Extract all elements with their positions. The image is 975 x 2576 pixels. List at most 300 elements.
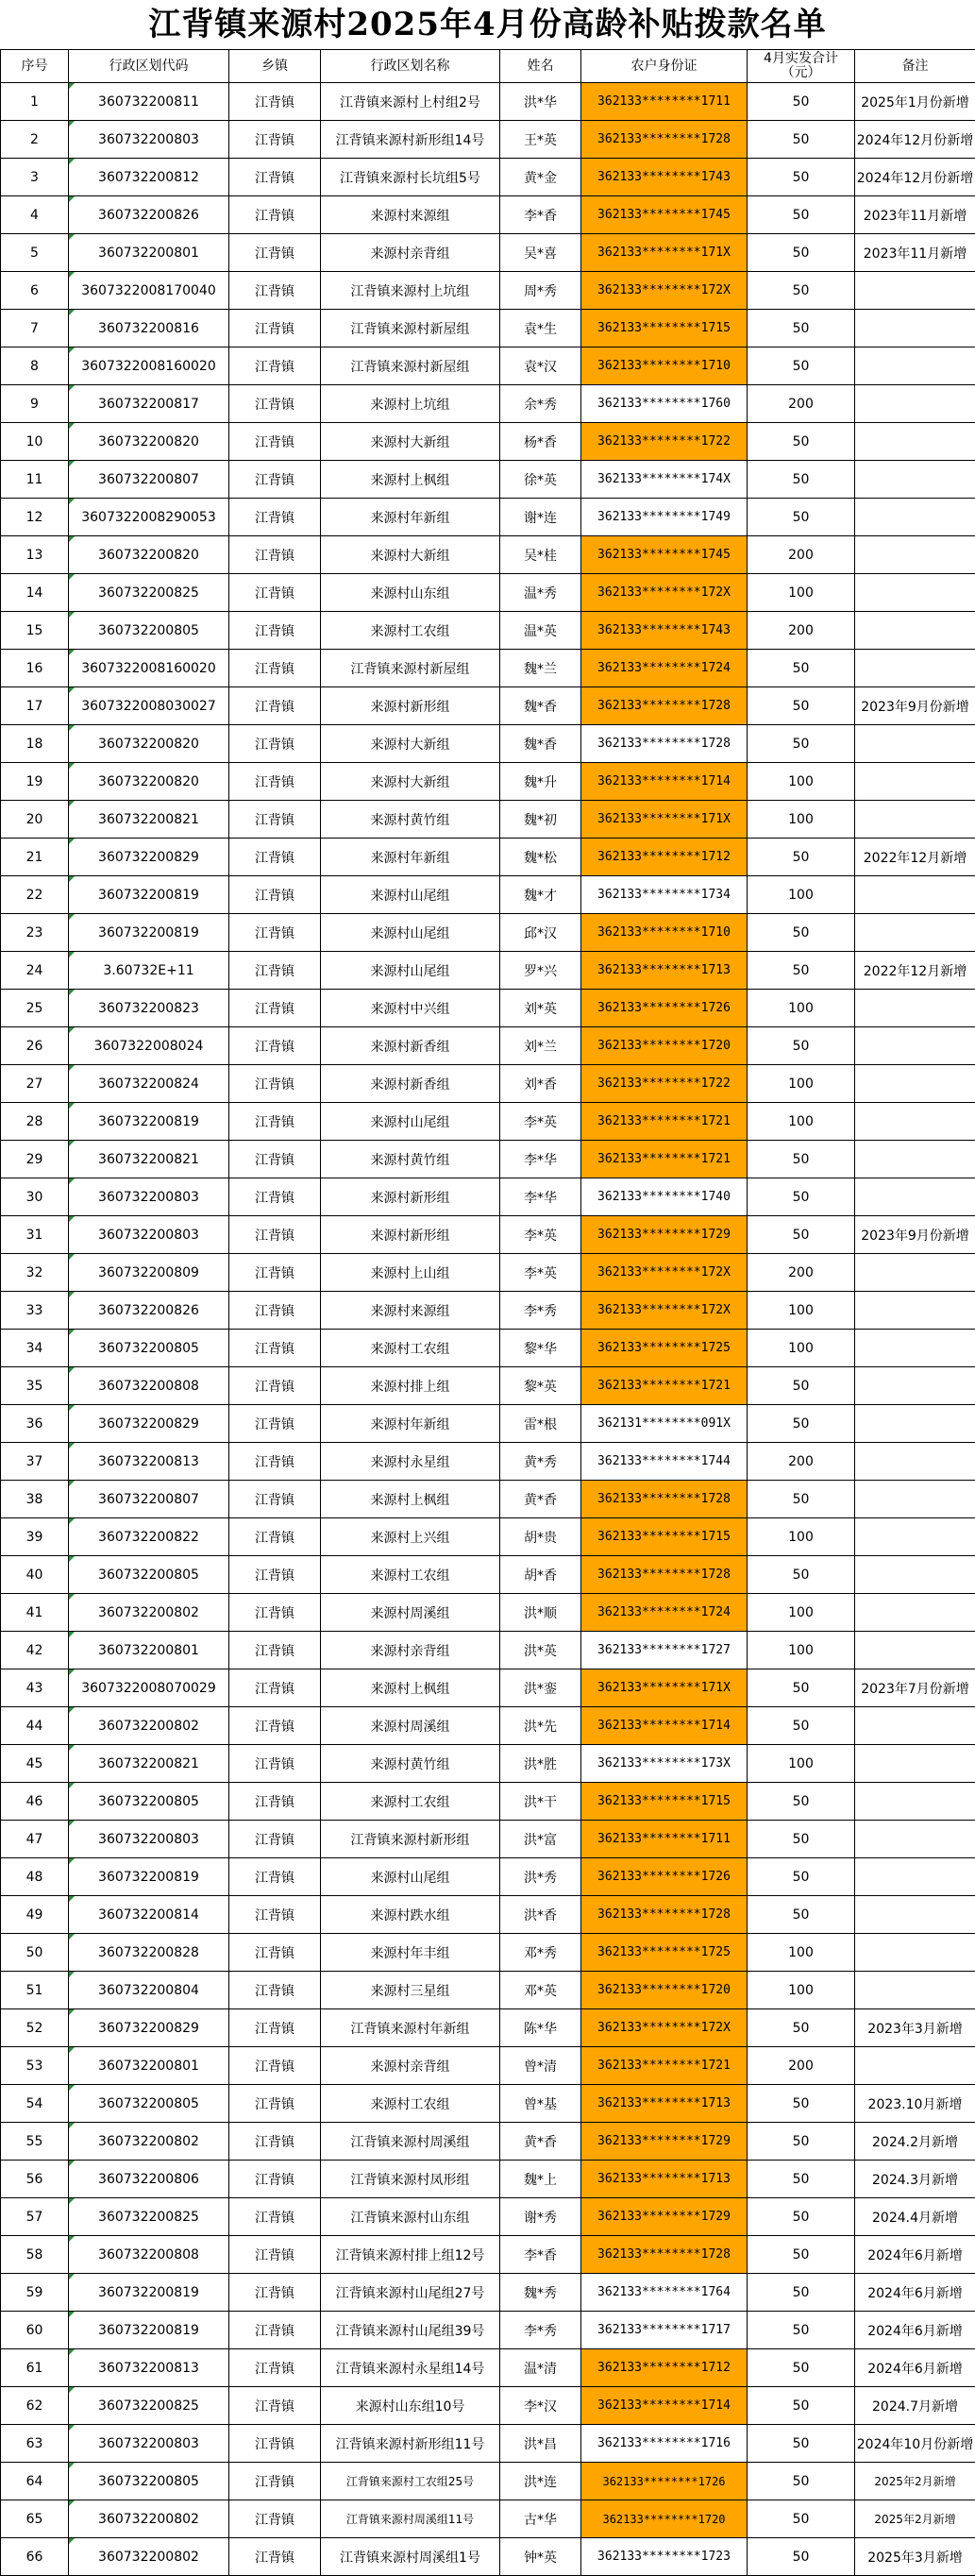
cell-id: 362133********1722 (581, 1065, 748, 1103)
table-row (1, 1972, 975, 2009)
cell-amount: 50 (748, 2085, 855, 2123)
cell-area: 来源村亲背组 (321, 1632, 500, 1669)
cell-area: 江背镇来源村年新组 (321, 2009, 500, 2047)
table-row (1, 234, 975, 272)
cell-area: 江背镇来源村周溪组11号 (321, 2500, 500, 2538)
cell-code: 360732200821 (69, 1141, 229, 1178)
cell-id: 362133********1734 (581, 876, 748, 914)
cell-no: 26 (1, 1027, 69, 1065)
cell-amount: 50 (748, 461, 855, 499)
cell-name: 雷*根 (500, 1405, 581, 1443)
cell-area: 来源村年新组 (321, 1405, 500, 1443)
cell-amount: 50 (748, 1821, 855, 1858)
table-row (1, 1405, 975, 1443)
cell-name: 杨*香 (500, 423, 581, 461)
cell-note: 2023年11月新增 (855, 234, 975, 272)
table-row (1, 2123, 975, 2161)
cell-name: 魏*松 (500, 839, 581, 876)
cell-no: 4 (1, 196, 69, 234)
cell-no: 27 (1, 1065, 69, 1103)
cell-name: 邓*英 (500, 1972, 581, 2009)
cell-id: 362133********172X (581, 574, 748, 612)
cell-name: 袁*生 (500, 310, 581, 347)
table-row (1, 499, 975, 536)
cell-amount: 50 (748, 1556, 855, 1594)
cell-id: 362133********1721 (581, 2047, 748, 2085)
header-no: 序号 (1, 50, 69, 83)
cell-town: 江背镇 (229, 423, 321, 461)
cell-name: 魏*兰 (500, 650, 581, 687)
cell-no: 45 (1, 1745, 69, 1783)
cell-amount: 50 (748, 2349, 855, 2387)
table-row (1, 612, 975, 650)
cell-note (855, 1972, 975, 2009)
cell-note (855, 536, 975, 574)
cell-town: 江背镇 (229, 839, 321, 876)
cell-no: 8 (1, 347, 69, 385)
cell-town: 江背镇 (229, 2538, 321, 2576)
cell-note: 2025年2月新增 (855, 2463, 975, 2500)
table-row (1, 687, 975, 725)
cell-amount: 50 (748, 2236, 855, 2274)
cell-amount: 200 (748, 1443, 855, 1481)
cell-id: 362133********1712 (581, 839, 748, 876)
cell-code: 3.60732E+11 (69, 952, 229, 990)
cell-area: 来源村三星组 (321, 1972, 500, 2009)
cell-name: 曾*清 (500, 2047, 581, 2085)
cell-code: 360732200808 (69, 1367, 229, 1405)
table-row (1, 876, 975, 914)
cell-id: 362133********1726 (581, 990, 748, 1027)
cell-id: 362133********1726 (581, 1858, 748, 1896)
cell-town: 江背镇 (229, 2463, 321, 2500)
cell-town: 江背镇 (229, 914, 321, 952)
cell-code: 360732200829 (69, 1405, 229, 1443)
cell-id: 362133********1728 (581, 1481, 748, 1518)
cell-amount: 50 (748, 234, 855, 272)
cell-town: 江背镇 (229, 121, 321, 159)
cell-town: 江背镇 (229, 1934, 321, 1972)
cell-id: 362133********1715 (581, 1783, 748, 1821)
cell-note (855, 1821, 975, 1858)
cell-town: 江背镇 (229, 1405, 321, 1443)
table-row (1, 1594, 975, 1632)
cell-name: 洪*昌 (500, 2425, 581, 2463)
cell-no: 58 (1, 2236, 69, 2274)
cell-note (855, 914, 975, 952)
cell-area: 江背镇来源村周溪组 (321, 2123, 500, 2161)
cell-code: 360732200805 (69, 1330, 229, 1367)
cell-area: 江背镇来源村工农组25号 (321, 2463, 500, 2500)
cell-name: 洪*干 (500, 1783, 581, 1821)
cell-no: 37 (1, 1443, 69, 1481)
table-row (1, 1254, 975, 1292)
cell-name: 王*英 (500, 121, 581, 159)
table-row (1, 1178, 975, 1216)
cell-amount: 100 (748, 1292, 855, 1330)
cell-area: 江背镇来源村上坑组 (321, 272, 500, 310)
cell-name: 洪*香 (500, 1896, 581, 1934)
cell-name: 谢*秀 (500, 2198, 581, 2236)
cell-code: 360732200829 (69, 2009, 229, 2047)
cell-town: 江背镇 (229, 2198, 321, 2236)
cell-town: 江背镇 (229, 876, 321, 914)
cell-amount: 100 (748, 763, 855, 801)
cell-no: 28 (1, 1103, 69, 1141)
cell-area: 江背镇来源村山东组 (321, 2198, 500, 2236)
cell-name: 魏*上 (500, 2161, 581, 2198)
cell-town: 江背镇 (229, 2236, 321, 2274)
cell-area: 江背镇来源村周溪组1号 (321, 2538, 500, 2576)
table-row (1, 385, 975, 423)
cell-no: 59 (1, 2274, 69, 2312)
cell-no: 41 (1, 1594, 69, 1632)
cell-id: 362133********1715 (581, 310, 748, 347)
table-row (1, 1481, 975, 1518)
cell-note (855, 1783, 975, 1821)
cell-town: 江背镇 (229, 2161, 321, 2198)
cell-amount: 50 (748, 2161, 855, 2198)
cell-area: 来源村上山组 (321, 1254, 500, 1292)
cell-id: 362133********171X (581, 1669, 748, 1707)
cell-no: 34 (1, 1330, 69, 1367)
header-amount: 4月实发合计（元） (748, 50, 855, 83)
cell-no: 7 (1, 310, 69, 347)
cell-note (855, 1481, 975, 1518)
cell-code: 360732200805 (69, 2463, 229, 2500)
cell-note: 2022年12月新增 (855, 839, 975, 876)
cell-code: 360732200826 (69, 1292, 229, 1330)
cell-name: 胡*贵 (500, 1518, 581, 1556)
cell-id: 362133********1714 (581, 1707, 748, 1745)
cell-name: 黄*香 (500, 1481, 581, 1518)
cell-name: 洪*秀 (500, 1858, 581, 1896)
cell-id: 362133********1743 (581, 159, 748, 196)
cell-id: 362133********1743 (581, 612, 748, 650)
cell-name: 黄*秀 (500, 1443, 581, 1481)
cell-no: 12 (1, 499, 69, 536)
cell-code: 360732200801 (69, 1632, 229, 1669)
table-row (1, 2425, 975, 2463)
cell-note: 2024.4月新增 (855, 2198, 975, 2236)
cell-amount: 100 (748, 1934, 855, 1972)
cell-id: 362133********1714 (581, 2387, 748, 2425)
cell-town: 江背镇 (229, 536, 321, 574)
cell-note: 2025年2月新增 (855, 2500, 975, 2538)
cell-no: 9 (1, 385, 69, 423)
cell-code: 360732200801 (69, 234, 229, 272)
cell-name: 李*秀 (500, 2312, 581, 2349)
table-header-row (1, 50, 975, 83)
cell-amount: 50 (748, 2274, 855, 2312)
cell-name: 胡*香 (500, 1556, 581, 1594)
cell-code: 3607322008070029 (69, 1669, 229, 1707)
cell-town: 江背镇 (229, 1367, 321, 1405)
cell-amount: 100 (748, 1745, 855, 1783)
cell-town: 江背镇 (229, 1330, 321, 1367)
table-row (1, 1821, 975, 1858)
table-row (1, 2047, 975, 2085)
cell-name: 魏*香 (500, 725, 581, 763)
cell-town: 江背镇 (229, 461, 321, 499)
cell-id: 362133********1749 (581, 499, 748, 536)
cell-code: 360732200826 (69, 196, 229, 234)
cell-note (855, 1027, 975, 1065)
table-row (1, 2085, 975, 2123)
table-row (1, 1896, 975, 1934)
cell-amount: 100 (748, 1632, 855, 1669)
table-row (1, 2349, 975, 2387)
cell-town: 江背镇 (229, 2312, 321, 2349)
cell-area: 来源村上枫组 (321, 461, 500, 499)
cell-name: 洪*胜 (500, 1745, 581, 1783)
cell-id: 362133********1744 (581, 1443, 748, 1481)
cell-id: 362133********1724 (581, 1594, 748, 1632)
cell-no: 63 (1, 2425, 69, 2463)
cell-name: 温*英 (500, 612, 581, 650)
cell-town: 江背镇 (229, 1745, 321, 1783)
cell-code: 360732200801 (69, 2047, 229, 2085)
cell-code: 360732200824 (69, 1065, 229, 1103)
cell-code: 360732200823 (69, 990, 229, 1027)
cell-name: 李*汉 (500, 2387, 581, 2425)
cell-note: 2024年6月新增 (855, 2236, 975, 2274)
cell-note: 2024年6月新增 (855, 2274, 975, 2312)
cell-id: 362133********173X (581, 1745, 748, 1783)
cell-name: 李*香 (500, 196, 581, 234)
cell-id: 362133********1710 (581, 914, 748, 952)
table-row (1, 1443, 975, 1481)
cell-id: 362133********172X (581, 272, 748, 310)
cell-code: 360732200819 (69, 2312, 229, 2349)
cell-code: 360732200819 (69, 1858, 229, 1896)
cell-code: 360732200803 (69, 1216, 229, 1254)
table-row (1, 2500, 975, 2538)
cell-amount: 50 (748, 2123, 855, 2161)
cell-area: 来源村跌水组 (321, 1896, 500, 1934)
cell-name: 余*秀 (500, 385, 581, 423)
cell-name: 李*英 (500, 1103, 581, 1141)
cell-id: 362133********1745 (581, 536, 748, 574)
cell-note: 2025年3月新增 (855, 2538, 975, 2576)
cell-code: 360732200820 (69, 725, 229, 763)
cell-amount: 100 (748, 990, 855, 1027)
cell-name: 曾*基 (500, 2085, 581, 2123)
cell-area: 来源村来源组 (321, 196, 500, 234)
cell-no: 42 (1, 1632, 69, 1669)
cell-no: 6 (1, 272, 69, 310)
cell-code: 360732200802 (69, 2123, 229, 2161)
cell-name: 洪*富 (500, 1821, 581, 1858)
cell-area: 来源村上枫组 (321, 1481, 500, 1518)
cell-amount: 50 (748, 1481, 855, 1518)
cell-note (855, 1518, 975, 1556)
header-area: 行政区划名称 (321, 50, 500, 83)
cell-id: 362133********171X (581, 234, 748, 272)
cell-area: 来源村山尾组 (321, 1103, 500, 1141)
cell-amount: 50 (748, 725, 855, 763)
cell-code: 360732200811 (69, 83, 229, 121)
cell-note (855, 1707, 975, 1745)
cell-note: 2023年11月新增 (855, 196, 975, 234)
cell-name: 谢*连 (500, 499, 581, 536)
cell-note (855, 876, 975, 914)
cell-area: 来源村新形组 (321, 1216, 500, 1254)
cell-amount: 50 (748, 2198, 855, 2236)
cell-amount: 50 (748, 121, 855, 159)
cell-note (855, 574, 975, 612)
cell-name: 洪*华 (500, 83, 581, 121)
cell-id: 362133********1728 (581, 2236, 748, 2274)
cell-id: 362133********1722 (581, 423, 748, 461)
table-row (1, 1745, 975, 1783)
cell-area: 来源村黄竹组 (321, 1745, 500, 1783)
cell-town: 江背镇 (229, 574, 321, 612)
cell-no: 65 (1, 2500, 69, 2538)
cell-code: 360732200806 (69, 2161, 229, 2198)
cell-id: 362133********1728 (581, 725, 748, 763)
cell-code: 360732200819 (69, 1103, 229, 1141)
cell-area: 来源村新香组 (321, 1027, 500, 1065)
cell-code: 360732200820 (69, 536, 229, 574)
cell-amount: 100 (748, 1065, 855, 1103)
cell-no: 2 (1, 121, 69, 159)
cell-note (855, 1556, 975, 1594)
cell-amount: 50 (748, 1178, 855, 1216)
cell-amount: 100 (748, 1518, 855, 1556)
cell-id: 362133********1713 (581, 2085, 748, 2123)
cell-name: 魏*初 (500, 801, 581, 839)
cell-no: 40 (1, 1556, 69, 1594)
cell-code: 360732200817 (69, 385, 229, 423)
table-row (1, 1934, 975, 1972)
cell-code: 3607322008030027 (69, 687, 229, 725)
cell-name: 邱*汉 (500, 914, 581, 952)
cell-no: 44 (1, 1707, 69, 1745)
cell-code: 3607322008170040 (69, 272, 229, 310)
cell-amount: 50 (748, 1707, 855, 1745)
cell-area: 江背镇来源村山尾组27号 (321, 2274, 500, 2312)
cell-no: 64 (1, 2463, 69, 2500)
cell-town: 江背镇 (229, 1065, 321, 1103)
cell-amount: 50 (748, 2538, 855, 2576)
cell-area: 来源村新香组 (321, 1065, 500, 1103)
header-town: 乡镇 (229, 50, 321, 83)
cell-note (855, 1858, 975, 1896)
cell-code: 360732200803 (69, 2425, 229, 2463)
table-row (1, 461, 975, 499)
table-row (1, 839, 975, 876)
cell-no: 60 (1, 2312, 69, 2349)
cell-code: 360732200813 (69, 1443, 229, 1481)
cell-code: 360732200803 (69, 1178, 229, 1216)
cell-code: 360732200829 (69, 839, 229, 876)
cell-note (855, 1330, 975, 1367)
cell-id: 362133********172X (581, 1292, 748, 1330)
cell-amount: 200 (748, 536, 855, 574)
cell-amount: 50 (748, 1783, 855, 1821)
table-row (1, 1783, 975, 1821)
cell-note: 2024.2月新增 (855, 2123, 975, 2161)
table-row (1, 1103, 975, 1141)
cell-amount: 50 (748, 347, 855, 385)
cell-town: 江背镇 (229, 1556, 321, 1594)
cell-note: 2024.7月新增 (855, 2387, 975, 2425)
cell-code: 360732200802 (69, 2538, 229, 2576)
cell-area: 江背镇来源村新形组14号 (321, 121, 500, 159)
cell-town: 江背镇 (229, 1027, 321, 1065)
cell-no: 22 (1, 876, 69, 914)
cell-name: 陈*华 (500, 2009, 581, 2047)
cell-code: 3607322008160020 (69, 347, 229, 385)
cell-area: 江背镇来源村长坑组5号 (321, 159, 500, 196)
cell-town: 江背镇 (229, 1254, 321, 1292)
cell-amount: 200 (748, 612, 855, 650)
cell-code: 360732200821 (69, 801, 229, 839)
cell-name: 李*英 (500, 1216, 581, 1254)
cell-name: 罗*兴 (500, 952, 581, 990)
cell-no: 31 (1, 1216, 69, 1254)
cell-name: 洪*连 (500, 2463, 581, 2500)
cell-no: 16 (1, 650, 69, 687)
cell-no: 33 (1, 1292, 69, 1330)
cell-name: 黎*英 (500, 1367, 581, 1405)
cell-amount: 50 (748, 272, 855, 310)
cell-area: 江背镇来源村上村组2号 (321, 83, 500, 121)
cell-id: 362133********1711 (581, 1821, 748, 1858)
cell-town: 江背镇 (229, 2123, 321, 2161)
cell-no: 21 (1, 839, 69, 876)
cell-note: 2023年3月新增 (855, 2009, 975, 2047)
cell-note (855, 1254, 975, 1292)
cell-area: 江背镇来源村排上组12号 (321, 2236, 500, 2274)
cell-note (855, 2047, 975, 2085)
cell-id: 362133********1764 (581, 2274, 748, 2312)
cell-amount: 50 (748, 196, 855, 234)
table-row (1, 83, 975, 121)
cell-note (855, 763, 975, 801)
table-row (1, 347, 975, 385)
cell-amount: 100 (748, 574, 855, 612)
cell-code: 360732200802 (69, 2500, 229, 2538)
cell-area: 江背镇来源村新屋组 (321, 650, 500, 687)
cell-code: 360732200803 (69, 121, 229, 159)
table-row (1, 159, 975, 196)
cell-town: 江背镇 (229, 725, 321, 763)
cell-id: 362133********1740 (581, 1178, 748, 1216)
cell-note (855, 310, 975, 347)
cell-note: 2023年9月份新增 (855, 687, 975, 725)
cell-id: 362133********1724 (581, 650, 748, 687)
cell-town: 江背镇 (229, 801, 321, 839)
cell-town: 江背镇 (229, 1518, 321, 1556)
cell-no: 5 (1, 234, 69, 272)
table-row (1, 2463, 975, 2500)
cell-id: 362133********1723 (581, 2538, 748, 2576)
cell-no: 30 (1, 1178, 69, 1216)
cell-area: 来源村上枫组 (321, 1669, 500, 1707)
cell-id: 362131********091X (581, 1405, 748, 1443)
cell-id: 362133********174X (581, 461, 748, 499)
header-id: 农户身份证 (581, 50, 748, 83)
table-row (1, 423, 975, 461)
cell-note (855, 1443, 975, 1481)
table-row (1, 952, 975, 990)
cell-no: 11 (1, 461, 69, 499)
cell-code: 3607322008160020 (69, 650, 229, 687)
cell-code: 360732200804 (69, 1972, 229, 2009)
cell-town: 江背镇 (229, 1632, 321, 1669)
